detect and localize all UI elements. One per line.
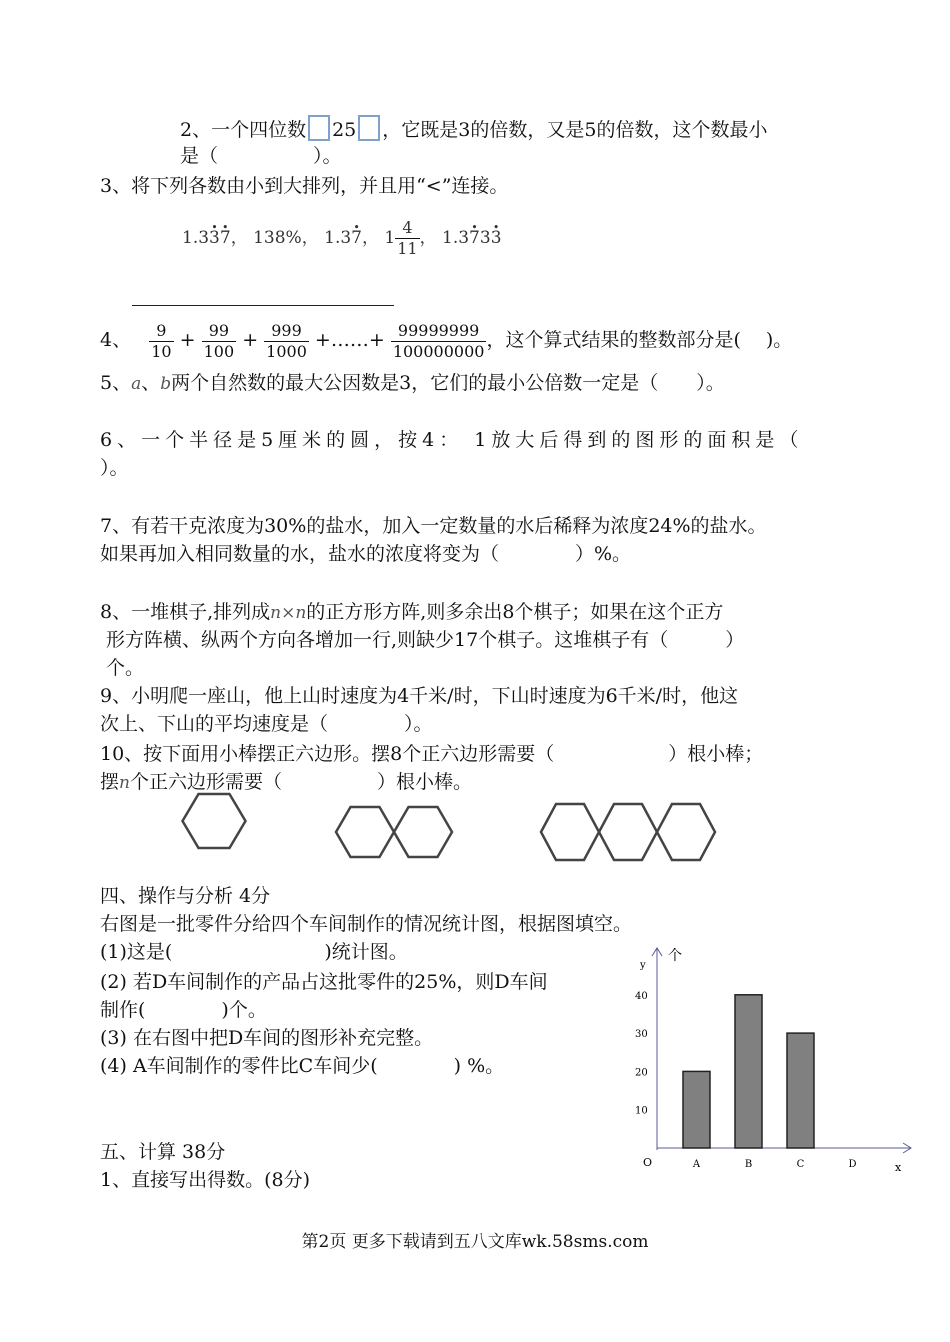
category-label-D: D — [848, 1159, 857, 1170]
blank-box-1[interactable] — [308, 115, 330, 141]
page-footer: 第2页 更多下载请到五八文库wk.58sms.com — [301, 1232, 649, 1252]
blank-box-2[interactable] — [358, 115, 380, 141]
bar-A — [683, 1071, 710, 1148]
hexagon-2b — [394, 807, 452, 857]
separator-line — [132, 305, 394, 306]
q5-line: 5、a、b两个自然数的最大公因数是3，它们的最小公倍数一定是（ ）。 — [100, 372, 725, 394]
section5-s1: 1、直接写出得数。(8分) — [100, 1169, 311, 1191]
q9-line1: 9、小明爬一座山，他上山时速度为4千米/时，下山时速度为6千米/时，他这 — [100, 685, 739, 707]
q8-line2: 形方阵横、纵两个方向各增加一行,则缺少17个棋子。这堆棋子有（ ） — [106, 629, 745, 651]
section5-title: 五、计算 38分 — [100, 1141, 226, 1163]
bar-C — [787, 1033, 814, 1148]
y-tick-label: 40 — [635, 990, 648, 1002]
q3-numbers: 1.3• 3• 7， 138%， 1.3• 7， 1 $\frac{4}{11}$ ， 1.3• 73• 3 — [182, 218, 502, 259]
section4-s3: (3) 在右图中把D车间的图形补充完整。 — [100, 1027, 434, 1049]
q6-line1: 6、一个半径是5厘米的圆，按4： 1放大后得到的图形的面积是（ — [100, 429, 804, 451]
y-tick-label: 10 — [635, 1105, 648, 1117]
section4-s1: (1)这是( )统计图。 — [100, 941, 408, 963]
section4-s2a: (2) 若D车间制作的产品占这批零件的25%，则D车间 — [100, 971, 548, 993]
q8-line3: 个。 — [106, 657, 145, 679]
bar-B — [735, 995, 762, 1148]
q10-line2: 摆n个正六边形需要（ ）根小棒。 — [100, 771, 472, 793]
hexagon-3a — [541, 804, 599, 860]
q4-line: 4、 $\frac{9}{10}$ + $\frac{99}{100}$ + $\frac{999}{1000}$ +……+ $\frac{99999999}{100000000}$ ，这个算式结果的整数部分是( )。 — [100, 320, 793, 361]
q8-line1: 8、一堆棋子,排列成n×n的正方形方阵,则多余出8个棋子；如果在这个正方 — [100, 601, 724, 623]
y-tick-label: 20 — [635, 1067, 648, 1079]
hexagon-figures — [0, 790, 950, 870]
q7-line1: 7、有若干克浓度为30%的盐水，加入一定数量的水后稀释为浓度24%的盐水。 — [100, 515, 767, 537]
y-axis-label: y — [640, 960, 646, 971]
q3-text: 3、将下列各数由小到大排列，并且用“<”连接。 — [100, 175, 509, 197]
y-axis-unit: 个 — [668, 948, 682, 964]
origin-label: O — [643, 1156, 653, 1169]
hexagon-1 — [183, 794, 246, 848]
section4-intro: 右图是一批零件分给四个车间制作的情况统计图，根据图填空。 — [100, 913, 633, 935]
q2-line2: 是（ ）。 — [180, 145, 342, 167]
section4-title: 四、操作与分析 4分 — [100, 885, 271, 907]
category-label-A: A — [692, 1159, 701, 1170]
q9-line2: 次上、下山的平均速度是（ ）。 — [100, 713, 433, 735]
q10-line1: 10、按下面用小棒摆正六边形。摆8个正六边形需要（ ）根小棒； — [100, 743, 764, 765]
x-axis-label: x — [895, 1161, 902, 1174]
hexagon-2a — [336, 807, 394, 857]
q2-line1: 2、一个四位数 25 ，它既是3的倍数，又是5的倍数，这个数最小 — [180, 115, 767, 143]
section4-s2b: 制作( )个。 — [100, 999, 267, 1021]
bar-chart — [625, 940, 925, 1180]
hexagon-3b — [599, 804, 657, 860]
q7-line2: 如果再加入相同数量的水，盐水的浓度将变为（ ）%。 — [100, 543, 632, 565]
category-label-B: B — [744, 1159, 753, 1170]
category-label-C: C — [796, 1159, 805, 1170]
section4-s4: (4) A车间制作的零件比C车间少( ) %。 — [100, 1055, 505, 1077]
hexagon-3c — [657, 804, 715, 860]
q6-line2: ）。 — [100, 457, 129, 479]
y-tick-label: 30 — [635, 1029, 648, 1041]
